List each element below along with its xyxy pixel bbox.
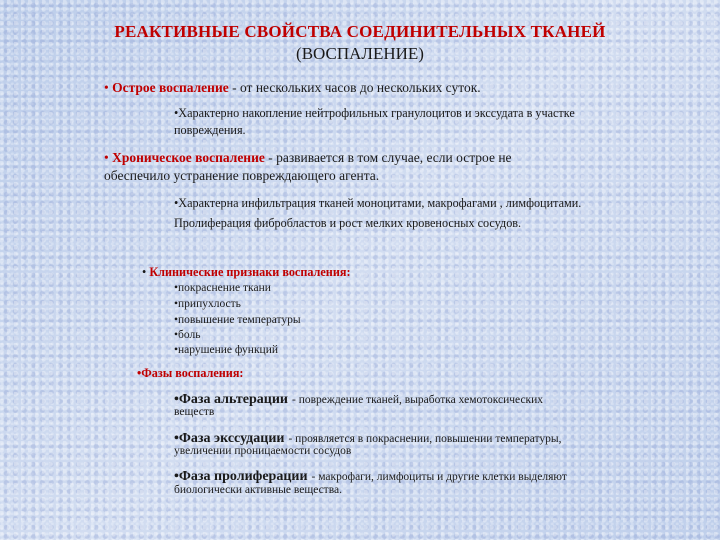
- phase-proliferation-term: •Фаза пролиферации: [174, 469, 308, 484]
- phase-proliferation-text: - макрофаги, лимфоциты и другие клетки выделяют: [311, 471, 567, 483]
- sign-item: •нарушение функций: [174, 344, 278, 356]
- acute-detail-line2: повреждения.: [174, 123, 246, 137]
- phases-heading: Фазы воспаления:: [141, 366, 244, 380]
- chronic-text-line1: - развивается в том случае, если острое не: [268, 150, 512, 165]
- chronic-bullet: •: [104, 150, 109, 165]
- sign-item: •боль: [174, 329, 201, 341]
- phases-bullet: •: [137, 366, 142, 380]
- phase-alteration-term: •Фаза альтерации: [174, 392, 288, 407]
- phase-exudation-text: - проявляется в покраснении, повышении температуры,: [288, 433, 562, 445]
- phase-alteration-text-line2: веществ: [174, 406, 215, 418]
- phase-exudation-text-line2: увеличении проницаемости сосудов: [174, 445, 352, 457]
- phases-heading-line: [137, 366, 243, 381]
- phase-exudation-term: •Фаза экссудации: [174, 431, 285, 446]
- acute-term: Острое воспаление: [112, 80, 229, 95]
- page-subtitle: (ВОСПАЛЕНИЕ): [296, 44, 424, 63]
- signs-bullet: •: [142, 265, 147, 279]
- acute-bullet: •: [104, 80, 109, 95]
- page-title: РЕАКТИВНЫЕ СВОЙСТВА СОЕДИНИТЕЛЬНЫХ ТКАНЕЙ: [114, 22, 606, 41]
- chronic-text-line2: обеспечило устранение повреждающего агента.: [104, 168, 380, 183]
- phase-proliferation-text-line2: биологически активные вещества.: [174, 484, 342, 496]
- acute-detail-line1: •Характерно накопление нейтрофильных гранулоцитов и экссудата в участке: [174, 106, 575, 120]
- signs-heading-line: [142, 265, 351, 280]
- phase-alteration: [174, 390, 543, 408]
- phase-proliferation: [174, 467, 567, 485]
- acute-inflammation-line: [104, 80, 481, 96]
- sign-item: •припухлость: [174, 298, 241, 310]
- sign-item: •покраснение ткани: [174, 282, 271, 294]
- sign-item: •повышение температуры: [174, 314, 301, 326]
- chronic-detail-line2: Пролиферация фибробластов и рост мелких кровеносных сосудов.: [174, 216, 522, 230]
- acute-text: - от нескольких часов до нескольких суток.: [232, 80, 481, 95]
- chronic-term: Хроническое воспаление: [112, 150, 265, 165]
- chronic-inflammation-line: [104, 150, 512, 166]
- chronic-detail-line1: •Характерна инфильтрация тканей моноцитами, макрофагами , лимфоцитами.: [174, 196, 582, 210]
- phase-alteration-text: - повреждение тканей, выработка хемотоксических: [291, 394, 544, 406]
- signs-heading: Клинические признаки воспаления:: [149, 265, 351, 279]
